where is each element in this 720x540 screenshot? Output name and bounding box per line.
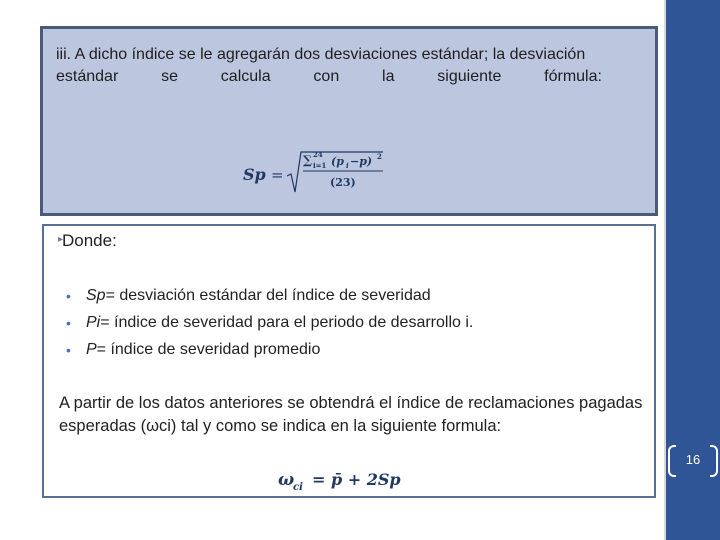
slide-number-label: 16 [685, 451, 701, 467]
list-item [66, 311, 473, 338]
formula-equals: = [271, 166, 284, 184]
numerator-tail: (p [331, 155, 344, 168]
formula-lhs: Sp [243, 165, 266, 184]
list-item [66, 284, 473, 311]
donde-heading: Donde: [62, 231, 117, 250]
definition-list [66, 284, 473, 365]
omega-symbol: ω [278, 470, 295, 490]
intro-word: la [382, 68, 395, 85]
exponent: 2 [377, 152, 382, 161]
intro-word: fórmula: [544, 68, 602, 85]
explanation-paragraph: A partir de los datos anteriores se obtendrá el índice de reclamaciones pagadas esperadas (ωci) tal y como se indica en la siguiente formula: [59, 394, 643, 435]
bullet-icon: • [66, 342, 71, 358]
intro-word: con [313, 68, 340, 85]
variable-name: Pi [86, 314, 101, 331]
intro-line-1: iii. A dicho índice se le agregarán dos desviaciones estándar; la desviación [56, 46, 586, 63]
bullet-icon: • [66, 315, 71, 331]
left-bracket-icon [668, 445, 676, 477]
arrow-bullet-icon: ▸ [58, 234, 64, 245]
variable-name: P [86, 341, 97, 358]
numerator-rest: −p) [350, 155, 373, 168]
denominator: (23) [330, 176, 356, 189]
std-dev-formula [243, 148, 393, 194]
omega-subscript: ci [293, 482, 303, 493]
omega-formula [278, 465, 418, 495]
numerator-sub: i [346, 161, 349, 170]
intro-word: siguiente [437, 68, 502, 85]
list-item [66, 338, 473, 365]
intro-text [56, 44, 602, 88]
variable-name: Sp [86, 287, 106, 304]
intro-word: calcula [220, 68, 271, 85]
slide-number [666, 443, 720, 475]
variable-definition: = índice de severidad para el periodo de desarrollo i. [100, 314, 474, 331]
intro-word: se [161, 68, 178, 85]
right-bracket-icon [710, 445, 718, 477]
variable-definition: = índice de severidad promedio [96, 341, 321, 358]
sum-upper: 24 [313, 150, 323, 159]
variable-definition: = desviación estándar del índice de severidad [105, 287, 431, 304]
bullet-icon: • [66, 288, 71, 304]
formula-rhs: = p̄ + 2Sp [312, 470, 401, 489]
sum-lower: i=1 [313, 161, 327, 170]
sum-icon: ∑ [303, 153, 313, 167]
intro-line-2 [56, 66, 602, 88]
intro-word: estándar [56, 68, 119, 85]
